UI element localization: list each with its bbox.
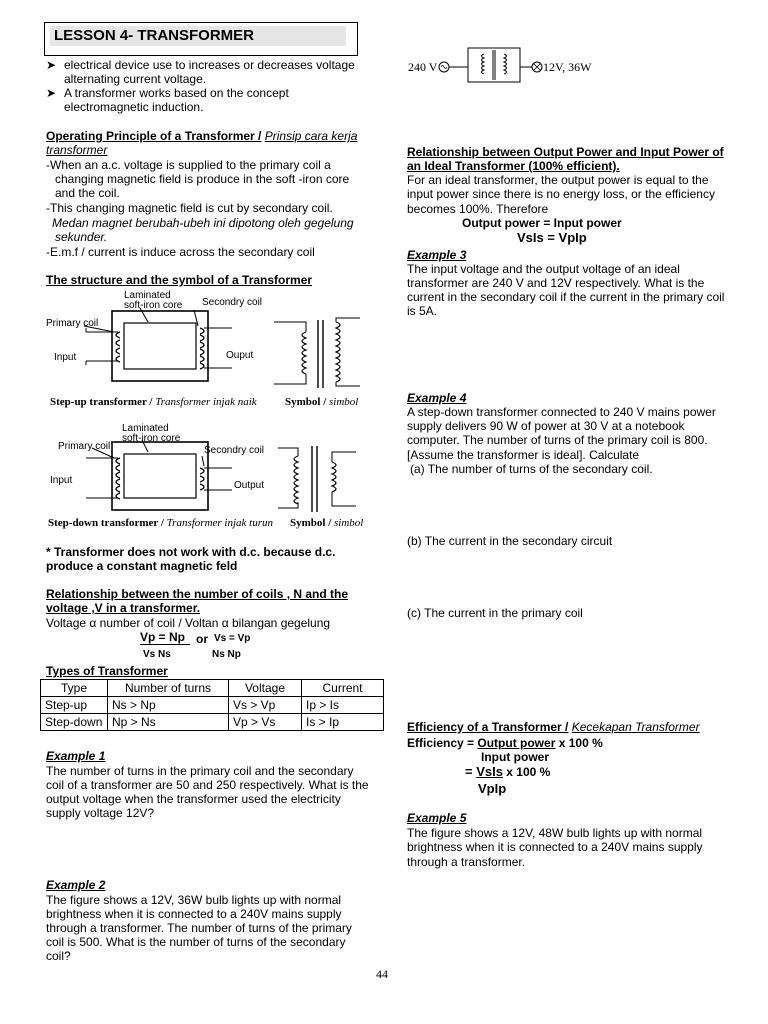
example3-label: Example 3: [407, 248, 467, 262]
coils-statement: Voltage α number of coil / Voltan α bilangan gegelung: [46, 616, 331, 630]
soft-iron-label: soft-iron core: [124, 300, 183, 311]
operating-heading: Operating Principle of a Transformer / Prinsip cara kerja: [46, 129, 358, 143]
power-heading: an Ideal Transformer (100% efficient).: [407, 159, 620, 173]
formula-right: Vs = Vp: [214, 633, 251, 644]
formula-divider: [140, 644, 190, 645]
primary-coil-label: Primary coil: [46, 318, 99, 329]
example3-line: transformer are 240 V and 12V respectively. What is the: [407, 276, 705, 290]
table-cell: Np > Ns: [108, 714, 229, 731]
stepdown-diagram: [44, 422, 374, 522]
table-header: Type: [41, 680, 108, 697]
table-cell: Vs > Vp: [229, 697, 302, 714]
laminated-label: Laminated: [122, 423, 169, 434]
operating-heading-cont: transformer: [46, 143, 108, 157]
bullet-arrow-icon: ➤: [46, 86, 57, 100]
example4-part-b: (b) The current in the secondary circuit: [407, 534, 613, 548]
symbol-caption: Symbol / simbol: [285, 396, 359, 408]
power-equation: Output power = Input power: [462, 216, 622, 230]
operating-line: and the coil.: [55, 186, 120, 200]
primary-coil-label: Primary coil: [58, 441, 111, 452]
operating-line-malay: sekunder.: [55, 230, 108, 244]
example1-line: coil of a transformer are 50 and 250 respectively. What is the: [46, 778, 369, 792]
formula-den-left: Vs Ns: [143, 649, 171, 660]
example4-line: A step-down transformer connected to 240 V mains power: [407, 405, 716, 419]
structure-heading: The structure and the symbol of a Transformer: [46, 273, 313, 287]
table-header-row: [41, 680, 384, 697]
example2-line: The figure shows a 12V, 36W bulb lights up with normal: [46, 893, 342, 907]
coils-heading: voltage ,V in a transformer.: [46, 601, 201, 615]
table-row: [41, 714, 384, 731]
power-line: input power since there is no energy loss, or the efficiency: [407, 187, 715, 201]
example5-line: The figure shows a 12V, 48W bulb lights up with normal: [407, 826, 703, 840]
operating-line: -E.m.f / current is induce across the secondary coil: [46, 245, 315, 259]
example3-line: is 5A.: [407, 304, 438, 318]
efficiency-formula-2: = VsIs x 100 %: [465, 764, 551, 779]
transformer-symbol: [274, 318, 360, 388]
example4-part-a: (a) The number of turns of the secondary coil.: [410, 462, 653, 476]
example3-line: The input voltage and the output voltage of an ideal: [407, 262, 680, 276]
circuit-output-label: 12V, 36W: [543, 60, 592, 74]
input-label: Input: [50, 475, 73, 486]
stepup-diagram: [44, 288, 374, 410]
dc-note: produce a constant magnetic feld: [46, 559, 238, 573]
circuit-input-label: 240 V: [408, 60, 438, 74]
operating-line-malay: Medan magnet berubah-ubeh ini dipotong oleh gegelung: [52, 216, 354, 230]
example2-line: brightness when it is connected to a 240V mains supply: [46, 907, 342, 921]
example5-line: brightness when it is connected to a 240V mains supply: [407, 840, 703, 854]
example4-label: Example 4: [407, 391, 467, 405]
table-cell: Vp > Vs: [229, 714, 302, 731]
table-cell: Step-down: [41, 714, 108, 731]
example1-line: supply voltage 12V?: [46, 806, 155, 820]
table-header: Voltage: [229, 680, 302, 697]
bullet-text: A transformer works based on the concept: [64, 86, 289, 100]
table-cell: Ip > Is: [302, 697, 384, 714]
table-cell: Is > Ip: [302, 714, 384, 731]
table-header: Current: [302, 680, 384, 697]
operating-line: changing magnetic field is produce in the soft -iron core: [55, 172, 350, 186]
stepdown-caption: Step-down transformer / Transformer injak turun: [48, 517, 274, 529]
example2-label: Example 2: [46, 878, 106, 892]
output-label: Output: [234, 480, 265, 491]
coils-heading: Relationship between the number of coils , N and the: [46, 587, 349, 601]
page-number: 44: [376, 967, 388, 981]
power-heading: Relationship between Output Power and Input Power of: [407, 145, 724, 159]
table-cell: Step-up: [41, 697, 108, 714]
table-cell: Ns > Np: [108, 697, 229, 714]
example4-line: [Assume the transformer is ideal]. Calculate: [407, 448, 640, 462]
types-table: [40, 679, 384, 731]
output-label: Ouput: [226, 350, 254, 361]
operating-line: -This changing magnetic field is cut by secondary coil.: [46, 201, 333, 215]
table-header: Number of turns: [108, 680, 229, 697]
efficiency-formula: Efficiency = Output power x 100 %: [407, 736, 603, 750]
formula-left: Vp = Np: [140, 630, 186, 644]
formula-or: or: [196, 632, 208, 646]
power-line: becomes 100%. Therefore: [407, 202, 549, 216]
types-heading: Types of Transformer: [46, 664, 168, 678]
example5-line: through a transformer.: [407, 855, 526, 869]
power-line: For an ideal transformer, the output power is equal to the: [407, 173, 709, 187]
example2-line: coil?: [46, 949, 71, 963]
circuit-diagram: [404, 40, 604, 86]
efficiency-denominator: Input power: [481, 750, 549, 764]
bullet-text: alternating current voltage.: [64, 72, 207, 86]
symbol-caption: Symbol / simbol: [290, 517, 364, 529]
transformer-symbol: [278, 446, 356, 512]
formula-den-right: Ns Np: [212, 649, 241, 660]
example1-line: The number of turns in the primary coil and the secondary: [46, 764, 354, 778]
example4-part-c: (c) The current in the primary coil: [407, 606, 583, 620]
secondary-coil-label: Secondry coil: [204, 445, 265, 456]
bullet-text: electromagnetic induction.: [64, 100, 204, 114]
laminated-label: Laminated: [124, 290, 171, 301]
input-label: Input: [54, 352, 77, 363]
example4-line: supply delivers 90 W of power at 30 V at a notebook: [407, 419, 685, 433]
example4-line: computer. The number of turns of the primary coil is 800.: [407, 433, 708, 447]
soft-iron-label: soft-iron core: [122, 433, 181, 444]
table-row: [41, 697, 384, 714]
secondary-coil-label: Secondry coil: [202, 297, 263, 308]
efficiency-heading: Efficiency of a Transformer / Kecekapan Transformer: [407, 720, 700, 734]
example1-line: output voltage when the transformer used the electricity: [46, 792, 341, 806]
operating-line: -When an a.c. voltage is supplied to the primary coil a: [46, 158, 331, 172]
example1-label: Example 1: [46, 749, 106, 763]
bullet-arrow-icon: ➤: [46, 58, 57, 72]
example5-label: Example 5: [407, 811, 467, 825]
dc-note: * Transformer does not work with d.c. because d.c.: [46, 545, 336, 559]
efficiency-denominator-2: VpIp: [478, 781, 507, 796]
page-title: LESSON 4- TRANSFORMER: [50, 26, 346, 46]
example2-line: through a transformer. The number of turns of the primary: [46, 921, 352, 935]
example3-line: current in the secondary coil if the current in the primary coil: [407, 290, 725, 304]
example2-line: coil is 500. What is the number of turns of the secondary: [46, 935, 346, 949]
stepup-caption: Step-up transformer / Transformer injak naik: [50, 396, 257, 408]
power-equation: VsIs = VpIp: [517, 230, 587, 245]
bullet-text: electrical device use to increases or decreases voltage: [64, 58, 355, 72]
